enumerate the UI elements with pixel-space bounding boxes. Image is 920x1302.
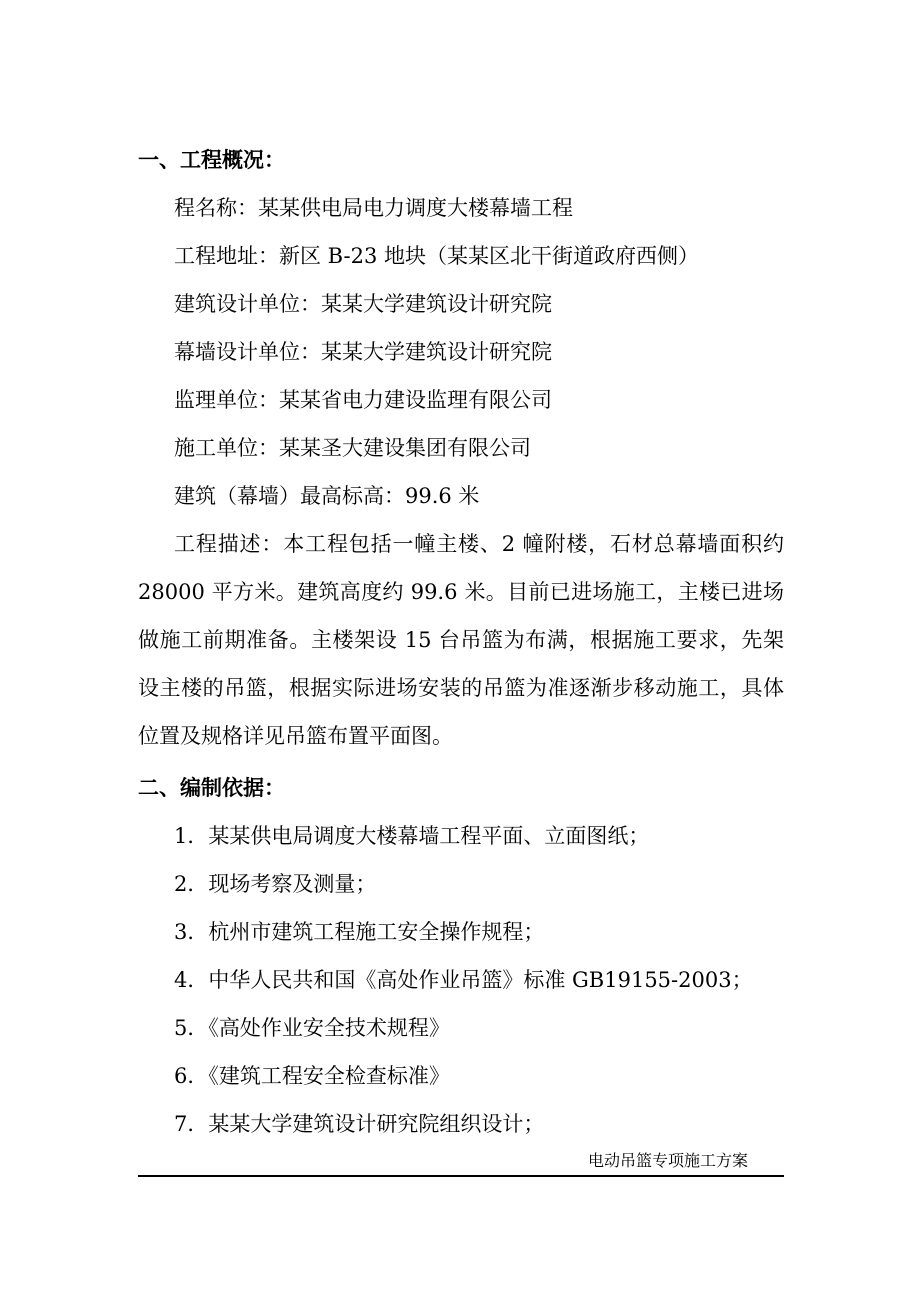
basis-list-item: 1．某某供电局调度大楼幕墙工程平面、立面图纸； [174,824,650,848]
section-heading-basis: 二、编制依据： [138,776,285,800]
project-description-paragraph: 工程描述：本工程包括一幢主楼、2 幢附楼，石材总幕墙面积约 28000 平方米。建筑高度约 99.6 米。目前已进场施工，主楼已进场做施工前期准备。主楼架设 15 台吊篮为布满，根据施工要求，先架设主楼的吊篮，根据实际进场安装的吊篮为准逐渐步移动施工，具体位置及规格详见吊篮布置平面图。 [138,532,784,748]
footer-divider [138,1175,784,1177]
supervisor-line: 监理单位：某某省电力建设监理有限公司 [174,388,552,412]
basis-list-item: 5．《高处作业安全技术规程》 [174,1016,450,1040]
basis-list-item: 4．中华人民共和国《高处作业吊篮》标准 GB19155-2003； [174,968,753,992]
basis-list-item: 6．《建筑工程安全检查标准》 [174,1064,450,1088]
project-name-line: 程名称：某某供电局电力调度大楼幕墙工程 [174,196,573,220]
architect-line: 建筑设计单位：某某大学建筑设计研究院 [174,292,552,316]
max-height-line: 建筑（幕墙）最高标高：99.6 米 [174,484,480,508]
basis-list-item: 2．现场考察及测量； [174,872,377,896]
project-address-line: 工程地址：新区 B-23 地块（某某区北干街道政府西侧） [174,244,699,268]
footer-document-title: 电动吊篮专项施工方案 [588,1151,749,1170]
basis-list-item: 3．杭州市建筑工程施工安全操作规程； [174,920,545,944]
section-heading-overview: 一、工程概况： [138,148,285,172]
curtain-wall-designer-line: 幕墙设计单位：某某大学建筑设计研究院 [174,340,552,364]
contractor-line: 施工单位：某某圣大建设集团有限公司 [174,436,531,460]
basis-list-item: 7．某某大学建筑设计研究院组织设计； [174,1112,545,1136]
